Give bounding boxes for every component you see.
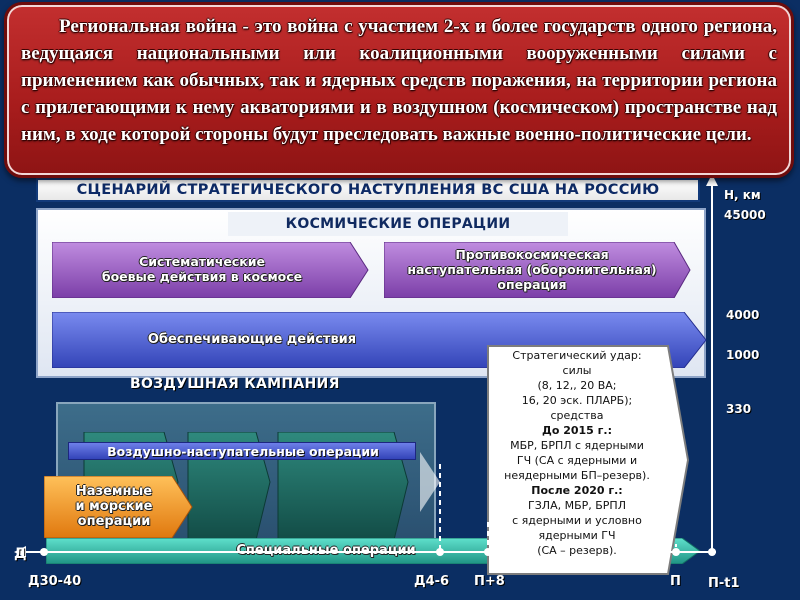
strike-line-9: ГЗЛА, МБР, БРПЛ [528,499,626,512]
y-axis-title: H, км [724,188,761,202]
x-tick-d4 [436,548,444,556]
strike-line-3: (8, 12,, 20 ВА; [537,379,617,392]
antispace-line1: Противокосмическая [455,247,609,262]
strike-line-4: 16, 20 эск. ПЛАРБ); [521,394,633,407]
x-axis-origin-label: Д [14,546,27,562]
systematic-actions-line1: Систематические [139,254,265,269]
systematic-actions-line2: боевые действия в космосе [101,269,303,284]
x-tick-pt1 [708,548,716,556]
strike-heading-2015: До 2015 г.: [542,424,612,437]
y-tick-4000: 4000 [726,308,760,322]
strike-line-2: силы [562,364,592,377]
strike-line-6: МБР, БРПЛ с ядерными [510,439,644,452]
strike-heading-2020: После 2020 г.: [531,484,623,497]
strike-line-5: средства [550,409,604,422]
x-tick-label-d4-6: Д4-6 [414,574,450,589]
strategic-strike-text [488,348,666,578]
x-tick-p [672,548,680,556]
strike-line-10: с ядерными и условно [512,514,642,527]
x-tick-label-d30-40: Д30-40 [28,574,82,589]
space-operations-label: КОСМИЧЕСКИЕ ОПЕРАЦИИ [228,212,568,236]
special-operations-label: Специальные операции [236,543,416,558]
definition-text: Региональная война - это война с участием 2-х и более государств одного региона, ведущаяся национальными или коалиционными вооруженными силами с применением как обычных, так и ядерных средств поражения, на территории региона с прилегающими к нему акваториями и в воздушном (космическом) пространстве над ним, в ходе которой стороны будут преследовать важные военно-политические цели. [21,16,777,145]
ground-sea-line1: Наземные [75,484,153,499]
x-tick-label-p-t1: П-t1 [708,576,740,591]
strike-line-7: ГЧ (СА с ядерными и [516,454,638,467]
antispace-line2: наступательная (оборонительная) [407,262,657,277]
antispace-line3: операция [497,277,567,292]
x-tick-label-p: П [670,574,681,589]
x-tick-d30 [40,548,48,556]
strike-line-11: ядерными ГЧ [538,529,616,542]
axes [0,172,800,600]
ground-sea-line2: и морские [75,499,153,514]
definition-box [4,2,794,178]
strike-line-12: (СА – резерв). [537,544,617,557]
y-tick-330: 330 [726,402,752,416]
strike-line-8: неядерными БП–резерв). [504,469,650,482]
scenario-diagram [0,172,800,600]
ground-sea-line3: операции [77,514,151,529]
air-offensive-label: Воздушно-наступательные операции [107,444,379,459]
air-campaign-label: ВОЗДУШНАЯ КАМПАНИЯ [130,376,340,392]
strike-line-1: Стратегический удар: [512,349,642,362]
diagram-title: СЦЕНАРИЙ СТРАТЕГИЧЕСКОГО НАСТУПЛЕНИЯ ВС США НА РОССИЮ [36,178,700,202]
x-tick-label-p8: П+8 [474,574,505,589]
y-tick-45000: 45000 [724,208,766,222]
support-actions-label: Обеспечивающие действия [147,332,357,347]
y-tick-1000: 1000 [726,348,760,362]
